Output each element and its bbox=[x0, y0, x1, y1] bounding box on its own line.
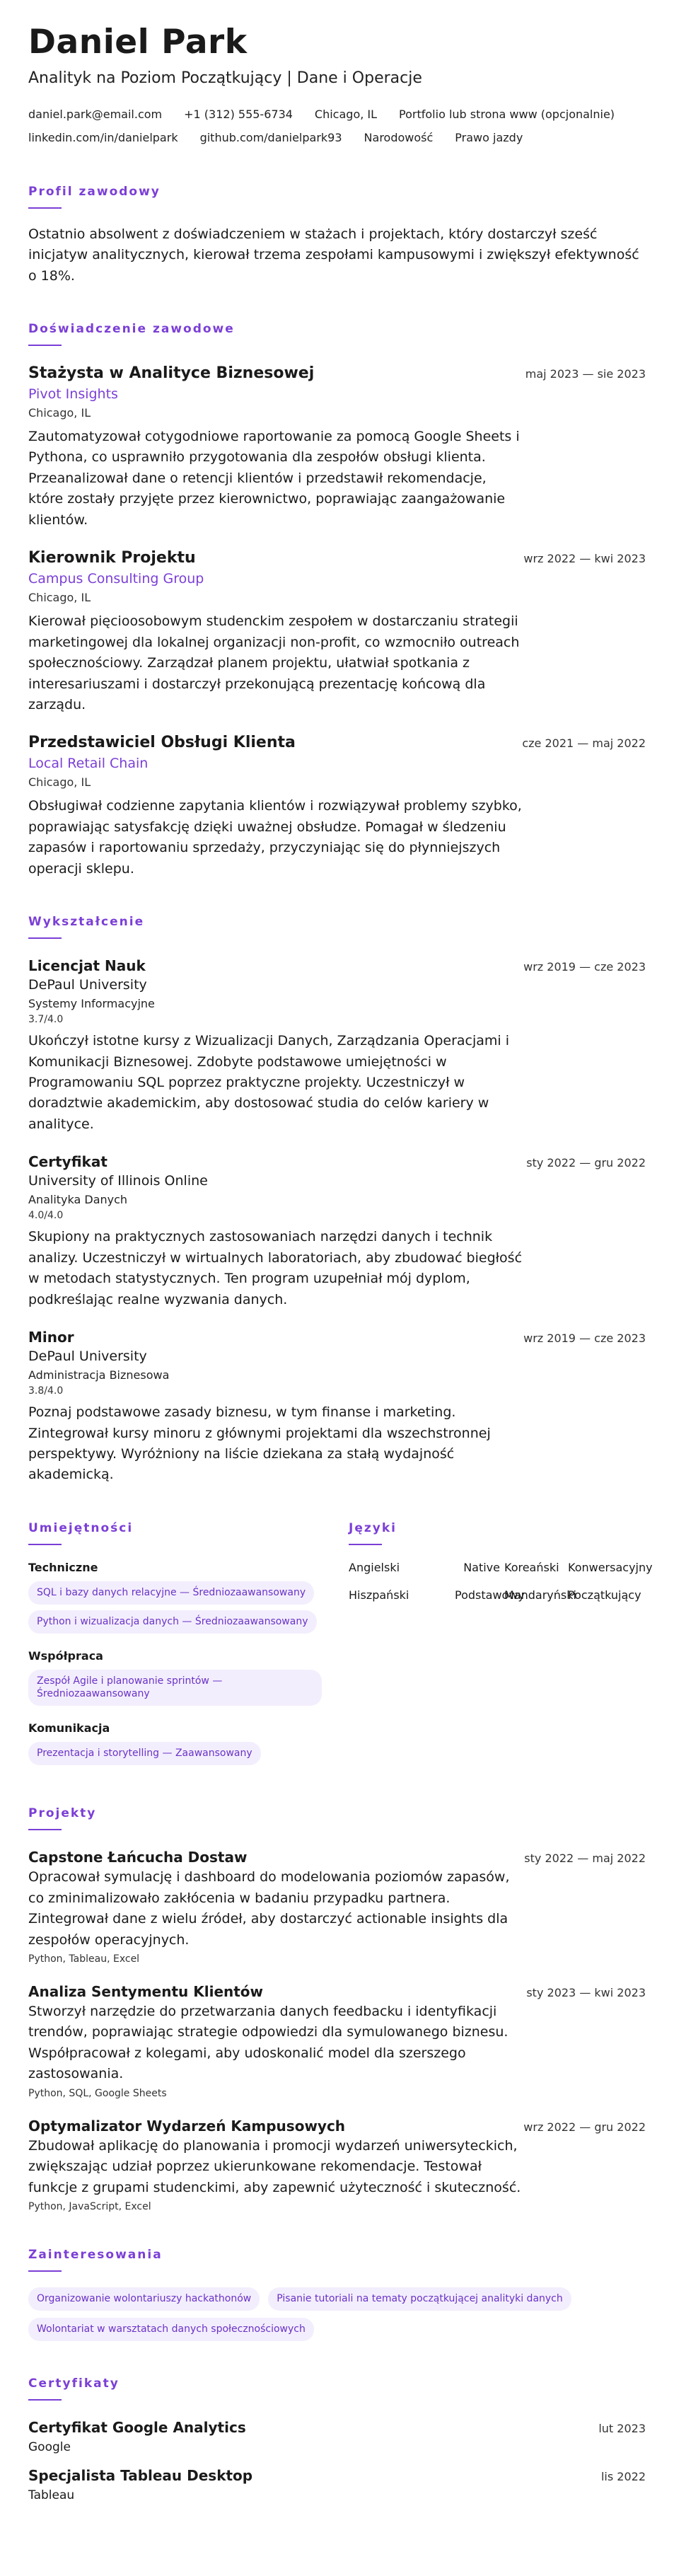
contact-nationality: Narodowość bbox=[364, 130, 434, 144]
section-title: Umiejętności bbox=[28, 1520, 134, 1535]
school-name: University of Illinois Online bbox=[28, 1173, 208, 1189]
field-of-study: Systemy Informacyjne bbox=[28, 997, 155, 1011]
job-dates: cze 2021 — maj 2022 bbox=[522, 737, 646, 751]
education-description: Poznaj podstawowe zasady biznesu, w tym finanse i marketing. Zintegrował kursy minoru z głównymi projektami dla wszechstronnej perspektywy. Wyróżniony na liście dziekana za stałą wydajność akademicką. bbox=[28, 1404, 491, 1483]
project-entry bbox=[28, 2118, 646, 2212]
degree-title: Minor bbox=[28, 1329, 74, 1346]
contact-phone[interactable]: +1 (312) 555-6734 bbox=[184, 107, 293, 121]
experience-entry bbox=[28, 734, 646, 879]
project-description: Stworzył narzędzie do przetwarzania danych feedbacku i identyfikacji trendów, poprawiając strategie odpowiedzi dla symulowanego biznesu. Współpracował z kolegami, aby udoskonalić model dla szerszego zastosowania. bbox=[28, 2004, 509, 2082]
job-company: Local Retail Chain bbox=[28, 756, 149, 772]
degree-title: Certyfikat bbox=[28, 1153, 108, 1171]
gpa: 4.0/4.0 bbox=[28, 1210, 64, 1222]
interest-chip: Organizowanie wolontariuszy hackathonów bbox=[28, 2287, 260, 2311]
project-entry bbox=[28, 1849, 646, 1965]
section-divider bbox=[28, 2399, 62, 2401]
contact-portfolio[interactable]: Portfolio lub strona www (opcjonalnie) bbox=[399, 107, 615, 121]
contact-email[interactable]: daniel.park@email.com bbox=[28, 107, 163, 121]
section-divider bbox=[28, 2270, 62, 2272]
project-dates: sty 2022 — maj 2022 bbox=[524, 1852, 646, 1866]
experience-entry bbox=[28, 549, 646, 715]
certification-name: Specjalista Tableau Desktop bbox=[28, 2466, 253, 2484]
education-section bbox=[28, 915, 646, 1486]
certification-name: Certyfikat Google Analytics bbox=[28, 2418, 246, 2436]
contact-linkedin[interactable]: linkedin.com/in/danielpark bbox=[28, 130, 178, 144]
field-of-study: Administracja Biznesowa bbox=[28, 1368, 170, 1382]
section-title: Profil zawodowy bbox=[28, 184, 161, 199]
education-description: Ukończył istotne kursy z Wizualizacji Danych, Zarządzania Operacjami i Komunikacji Biznesowej. Zdobyte podstawowe umiejętności w Programowaniu SQL poprzez praktyczne projekty. Uczestniczył w doradztwie akademickim, aby dostosować studia do celów kariery w analityce. bbox=[28, 1033, 509, 1132]
job-title: Stażysta w Analityce Biznesowej bbox=[28, 364, 315, 382]
certification-date: lut 2023 bbox=[598, 2421, 646, 2435]
language-name: Hiszpański bbox=[349, 1588, 409, 1602]
job-company: Campus Consulting Group bbox=[28, 571, 204, 587]
contact-github[interactable]: github.com/danielpark93 bbox=[199, 130, 342, 144]
project-description: Opracował symulację i dashboard do modelowania poziomów zapasów, co zminimalizowało zakłócenia w badaniu przypadku partnera. Zintegrował dane z wielu źródeł, aby dostarczyć actionable insights dla zespołów operacyjnych. bbox=[28, 1869, 510, 1948]
skill-chip: Zespół Agile i planowanie sprintów — Średniozaawansowany bbox=[28, 1670, 322, 1706]
certification-issuer: Google bbox=[28, 2439, 71, 2454]
language-name: Angielski bbox=[349, 1560, 400, 1574]
resume-header bbox=[28, 24, 646, 149]
interest-chip: Wolontariat w warsztatach danych społecznościowych bbox=[28, 2318, 314, 2341]
project-title: Optymalizator Wydarzeń Kampusowych bbox=[28, 2117, 346, 2135]
section-divider bbox=[28, 345, 62, 346]
project-dates: sty 2023 — kwi 2023 bbox=[526, 1986, 646, 2000]
language-level: Konwersacyjny bbox=[568, 1560, 653, 1574]
skill-chip: Prezentacja i storytelling — Zaawansowany bbox=[28, 1742, 261, 1765]
field-of-study: Analityka Danych bbox=[28, 1193, 128, 1207]
job-dates: wrz 2022 — kwi 2023 bbox=[523, 552, 646, 566]
section-title: Doświadczenie zawodowe bbox=[28, 322, 235, 336]
experience-entry bbox=[28, 364, 646, 531]
section-title: Certyfikaty bbox=[28, 2376, 120, 2391]
skills-section bbox=[28, 1521, 322, 1771]
contact-info bbox=[28, 103, 646, 149]
education-description: Skupiony na praktycznych zastosowaniach narzędzi danych i technik analizy. Uczestniczył w wirtualnych laboratoriach, aby zbudować biegłość w metodach statystycznych. Ten program uzupełniał mój dyplom, podkreślając realne wyzwania danych. bbox=[28, 1229, 523, 1307]
experience-section bbox=[28, 322, 646, 879]
language-name: Mandaryński bbox=[504, 1588, 576, 1602]
education-entry bbox=[28, 1153, 646, 1310]
project-title: Analiza Sentymentu Klientów bbox=[28, 1983, 264, 2001]
education-entry bbox=[28, 1329, 646, 1486]
interest-chip: Pisanie tutoriali na tematy początkującej analityki danych bbox=[268, 2287, 571, 2311]
education-dates: wrz 2019 — cze 2023 bbox=[523, 960, 646, 974]
project-tech: Python, SQL, Google Sheets bbox=[28, 2087, 167, 2099]
language-name: Koreański bbox=[504, 1560, 559, 1574]
job-dates: maj 2023 — sie 2023 bbox=[525, 367, 646, 381]
certifications-section bbox=[28, 2376, 646, 2502]
job-company: Pivot Insights bbox=[28, 386, 118, 402]
summary-text: Ostatnio absolwent z doświadczeniem w stażach i projektach, który dostarczył sześć inicjatyw analitycznych, kierował trzema zespołami kampusowymi i zwiększył efektywność o 18%. bbox=[28, 226, 639, 284]
degree-title: Licencjat Nauk bbox=[28, 957, 146, 975]
language-level: Native bbox=[463, 1560, 500, 1574]
gpa: 3.7/4.0 bbox=[28, 1014, 64, 1026]
summary-section bbox=[28, 185, 646, 287]
section-divider bbox=[28, 937, 62, 939]
language-level: Podstawowy bbox=[455, 1588, 525, 1602]
job-description: Kierował pięcioosobowym studenckim zespołem w dostarczaniu strategii marketingowej dla lokalnej organizacji non-profit, co wzmocniło outreach społecznościowy. Zarządzał planem projektu, ułatwiał spotkania z interesariuszami i dostarczył przekonującą prezentację końcową dla zarządu. bbox=[28, 613, 520, 712]
job-location: Chicago, IL bbox=[28, 406, 91, 420]
project-tech: Python, Tableau, Excel bbox=[28, 1953, 140, 1965]
certification-entry bbox=[28, 2467, 646, 2502]
skill-category: Techniczne bbox=[28, 1560, 98, 1574]
language-level: Początkujący bbox=[568, 1588, 641, 1602]
job-location: Chicago, IL bbox=[28, 591, 91, 605]
job-title: Przedstawiciel Obsługi Klienta bbox=[28, 734, 296, 752]
interests-section bbox=[28, 2248, 646, 2341]
education-dates: wrz 2019 — cze 2023 bbox=[523, 1332, 646, 1346]
certification-entry bbox=[28, 2419, 646, 2454]
section-divider bbox=[349, 1544, 382, 1545]
section-title: Wykształcenie bbox=[28, 915, 145, 930]
job-description: Zautomatyzował cotygodniowe raportowanie za pomocą Google Sheets i Pythona, co usprawniło przygotowania dla zespołów obsługi klienta. Przeanalizował dane o retencji klientów i przedstawił rekomendacje, które zostały przyjęte przez kierownictwo, poprawiając zaangażowanie klientów. bbox=[28, 429, 520, 528]
job-description: Obsługiwał codzienne zapytania klientów i rozwiązywał problemy szybko, poprawiając satysfakcję dzięki uważnej obsłudze. Pomagał w śledzeniu zapasów i raportowaniu sprzedaży, przyczyniając się do płynniejszych operacji sklepu. bbox=[28, 798, 522, 877]
skill-chip: SQL i bazy danych relacyjne — Średniozaawansowany bbox=[28, 1581, 314, 1605]
skill-chip: Python i wizualizacja danych — Średniozaawansowany bbox=[28, 1610, 317, 1634]
candidate-name: Daniel Park bbox=[28, 23, 248, 62]
job-title: Kierownik Projektu bbox=[28, 549, 196, 567]
project-tech: Python, JavaScript, Excel bbox=[28, 2201, 151, 2213]
languages-section bbox=[349, 1520, 653, 1771]
job-location: Chicago, IL bbox=[28, 775, 91, 790]
section-title: Języki bbox=[349, 1520, 397, 1535]
skill-category: Komunikacja bbox=[28, 1721, 110, 1735]
school-name: DePaul University bbox=[28, 977, 147, 993]
section-title: Projekty bbox=[28, 1806, 97, 1821]
gpa: 3.8/4.0 bbox=[28, 1385, 64, 1397]
certification-issuer: Tableau bbox=[28, 2488, 75, 2502]
section-divider bbox=[28, 1544, 62, 1545]
contact-license: Prawo jazdy bbox=[455, 130, 523, 144]
section-divider bbox=[28, 207, 62, 209]
project-entry bbox=[28, 1983, 646, 2099]
project-description: Zbudował aplikację do planowania i promocji wydarzeń uniwersyteckich, zwiększając udział poprzez ukierunkowane rekomendacje. Testował funkcje z grupami studenckimi, aby zapewnić użyteczność i skuteczność. bbox=[28, 2137, 521, 2195]
skill-category: Współpraca bbox=[28, 1648, 103, 1663]
section-divider bbox=[28, 1829, 62, 1830]
certification-date: lis 2022 bbox=[600, 2469, 646, 2483]
candidate-headline: Analityk na Poziom Początkujący | Dane i Operacje bbox=[28, 69, 422, 87]
projects-section bbox=[28, 1806, 646, 2212]
school-name: DePaul University bbox=[28, 1348, 147, 1365]
education-dates: sty 2022 — gru 2022 bbox=[526, 1156, 646, 1170]
project-dates: wrz 2022 — gru 2022 bbox=[523, 2120, 646, 2134]
education-entry bbox=[28, 957, 646, 1135]
section-title: Zainteresowania bbox=[28, 2248, 163, 2263]
project-title: Capstone Łańcucha Dostaw bbox=[28, 1849, 248, 1866]
skills-languages-row bbox=[28, 1520, 653, 1771]
contact-location: Chicago, IL bbox=[314, 107, 378, 121]
